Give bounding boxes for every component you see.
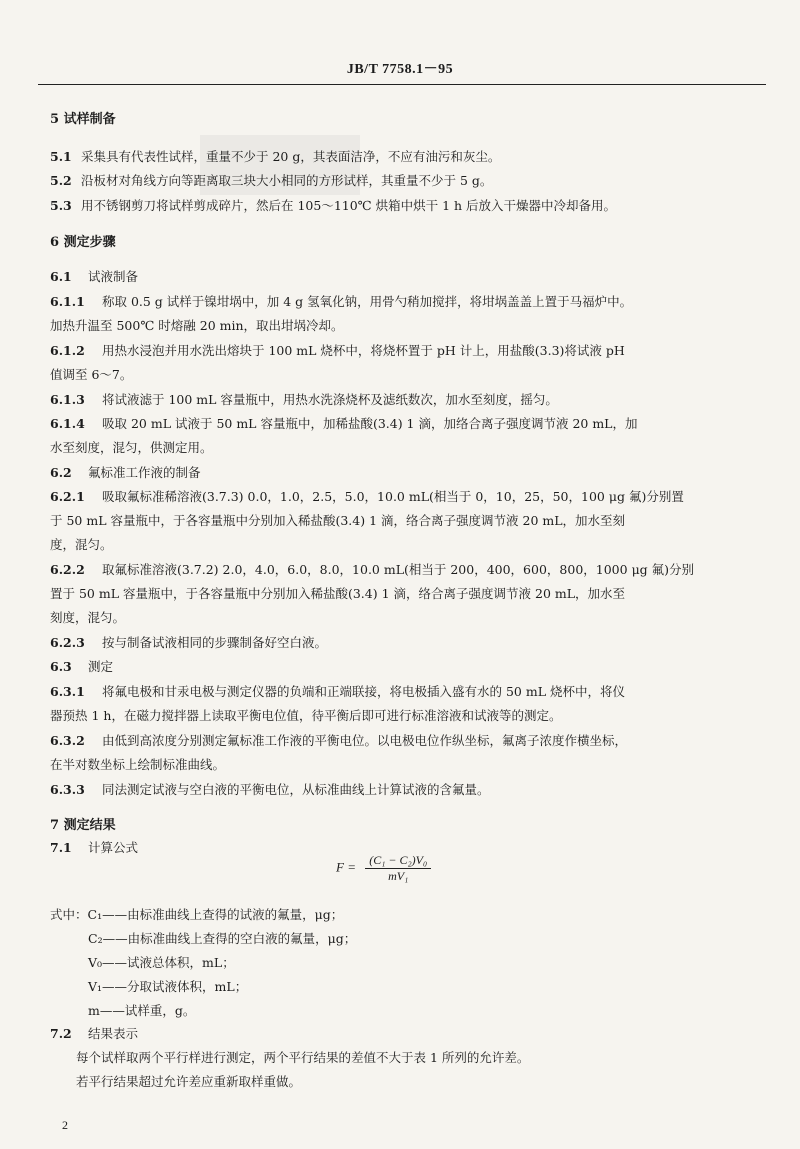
clause-6-2-2-cont: 置于 50 mL 容量瓶中，于各容量瓶中分别加入稀盐酸(3.4) 1 滴，络合离子强度调节液 20 mL，加水至 — [50, 586, 626, 601]
clause-text: 采集具有代表性试样，重量不少于 20 g，其表面洁净，不应有油污和灰尘。 — [80, 149, 501, 164]
result-paragraph-line1: 每个试样取两个平行样进行测定，两个平行结果的差值不大于表 1 所列的允许差。 — [76, 1050, 530, 1065]
clause-6-1-1-cont: 加热升温至 500℃ 时熔融 20 min，取出坩埚冷却。 — [50, 318, 344, 333]
clause-text: 将氟电极和甘汞电极与测定仪器的负端和正端联接，将电极插入盛有水的 50 mL 烧杯中，将仪 — [101, 684, 625, 699]
variable-definition-c1: 式中：C₁——由标准曲线上查得的试液的氟量，μg； — [50, 907, 344, 922]
variable-definition-m: m——试样重，g。 — [88, 1003, 196, 1018]
clause-6-2 — [50, 465, 201, 481]
section-6-title: 6 测定步骤 — [50, 235, 116, 250]
clause-6-1 — [50, 269, 138, 285]
clause-number: 6.3.3 — [50, 782, 85, 797]
clause-number: 6.1.2 — [50, 343, 85, 358]
clause-number: 6.1.3 — [50, 392, 85, 407]
clause-5-3 — [50, 198, 616, 214]
clause-number: 6.1.1 — [50, 294, 85, 309]
clause-number: 6.2 — [50, 465, 72, 480]
clause-6-3-1-cont: 器预热 1 h，在磁力搅拌器上读取平衡电位值，待平衡后即可进行标准溶液和试液等的测定。 — [50, 708, 562, 723]
formula-lhs: F = — [336, 859, 360, 875]
clause-text: 取氟标准溶液(3.7.2) 2.0，4.0，6.0，8.0，10.0 mL(相当于 200，400，600，800，1000 μg 氟)分别 — [101, 562, 695, 577]
variable-definition-v0: V₀——试液总体积，mL； — [88, 955, 235, 970]
formula-fraction — [365, 853, 431, 884]
clause-number: 6.2.3 — [50, 635, 85, 650]
clause-text: 结果表示 — [87, 1026, 138, 1041]
formula-denominator: mV₁ — [388, 869, 409, 883]
clause-6-1-1 — [50, 294, 632, 310]
result-paragraph-line2: 若平行结果超过允许差应重新取样重做。 — [76, 1074, 302, 1089]
clause-7-1 — [50, 840, 138, 856]
clause-6-2-1 — [50, 489, 684, 505]
clause-number: 6.3 — [50, 659, 72, 674]
clause-6-1-2-cont: 值调至 6～7。 — [50, 367, 133, 382]
clause-6-3-2 — [50, 733, 627, 749]
clause-7-2 — [50, 1026, 138, 1042]
clause-6-1-4 — [50, 416, 637, 432]
clause-6-1-3 — [50, 392, 558, 408]
clause-text: 称取 0.5 g 试样于镍坩埚中，加 4 g 氢氧化钠，用骨勺稍加搅拌，将坩埚盖盖上置于马福炉中。 — [101, 294, 633, 309]
clause-number: 6.3.1 — [50, 684, 85, 699]
clause-number: 6.3.2 — [50, 733, 85, 748]
clause-text: 测定 — [87, 659, 113, 674]
clause-number: 6.1.4 — [50, 416, 85, 431]
clause-number: 7.2 — [50, 1026, 72, 1041]
clause-5-1 — [50, 149, 500, 165]
clause-text: 沿板材对角线方向等距离取三块大小相同的方形试样，其重量不少于 5 g。 — [80, 173, 493, 188]
clause-text: 计算公式 — [87, 840, 138, 855]
clause-6-3-2-cont: 在半对数坐标上绘制标准曲线。 — [50, 757, 226, 772]
clause-6-3 — [50, 659, 113, 675]
clause-text: 将试液滤于 100 mL 容量瓶中，用热水洗涤烧杯及滤纸数次，加水至刻度，摇匀。 — [101, 392, 558, 407]
formula-numerator: (C₁ − C₂)V₀ — [365, 853, 431, 869]
clause-number: 5.3 — [50, 198, 72, 213]
page-number: 2 — [62, 1118, 68, 1132]
clause-text: 按与制备试液相同的步骤制备好空白液。 — [101, 635, 327, 650]
clause-text: 吸取 20 mL 试液于 50 mL 容量瓶中，加稀盐酸(3.4) 1 滴，加络合离子强度调节液 20 mL，加 — [101, 416, 638, 431]
header-rule — [38, 84, 766, 85]
clause-6-1-4-cont: 水至刻度，混匀，供测定用。 — [50, 440, 213, 455]
clause-number: 6.2.2 — [50, 562, 85, 577]
clause-6-2-3 — [50, 635, 327, 651]
clause-6-3-3 — [50, 782, 490, 798]
section-7-title: 7 测定结果 — [50, 818, 116, 833]
clause-text: 吸取氟标准稀溶液(3.7.3) 0.0，1.0，2.5，5.0，10.0 mL(相当于 0，10，25，50，100 μg 氟)分别置 — [101, 489, 684, 504]
clause-text: 试液制备 — [87, 269, 138, 284]
clause-6-1-2 — [50, 343, 625, 359]
clause-5-2 — [50, 173, 492, 189]
fluorine-formula — [336, 853, 431, 884]
clause-number: 5.2 — [50, 173, 72, 188]
clause-number: 6.2.1 — [50, 489, 85, 504]
variable-definition-c2: C₂——由标准曲线上查得的空白液的氟量，μg； — [88, 931, 357, 946]
clause-text: 用热水浸泡并用水洗出熔块于 100 mL 烧杯中，将烧杯置于 pH 计上，用盐酸(3.3)将试液 pH — [101, 343, 625, 358]
clause-number: 5.1 — [50, 149, 72, 164]
clause-text: 同法测定试液与空白液的平衡电位，从标准曲线上计算试液的含氟量。 — [101, 782, 490, 797]
standard-code-header: JB/T 7758.1－95 — [346, 62, 454, 77]
variable-definition-v1: V₁——分取试液体积，mL； — [88, 979, 248, 994]
clause-text: 用不锈钢剪刀将试样剪成碎片，然后在 105～110℃ 烘箱中烘干 1 h 后放入干燥器中冷却备用。 — [80, 198, 617, 213]
clause-number: 6.1 — [50, 269, 72, 284]
clause-text: 氟标准工作液的制备 — [87, 465, 201, 480]
clause-6-3-1 — [50, 684, 625, 700]
clause-6-2-1-cont2: 度，混匀。 — [50, 537, 113, 552]
clause-6-2-1-cont: 于 50 mL 容量瓶中，于各容量瓶中分别加入稀盐酸(3.4) 1 滴，络合离子强度调节液 20 mL，加水至刻 — [50, 513, 626, 528]
clause-6-2-2 — [50, 562, 694, 578]
clause-number: 7.1 — [50, 840, 72, 855]
clause-6-2-2-cont2: 刻度，混匀。 — [50, 610, 126, 625]
clause-text: 由低到高浓度分别测定氟标准工作液的平衡电位。以电极电位作纵坐标，氟离子浓度作横坐标， — [101, 733, 627, 748]
section-5-title: 5 试样制备 — [50, 112, 116, 127]
